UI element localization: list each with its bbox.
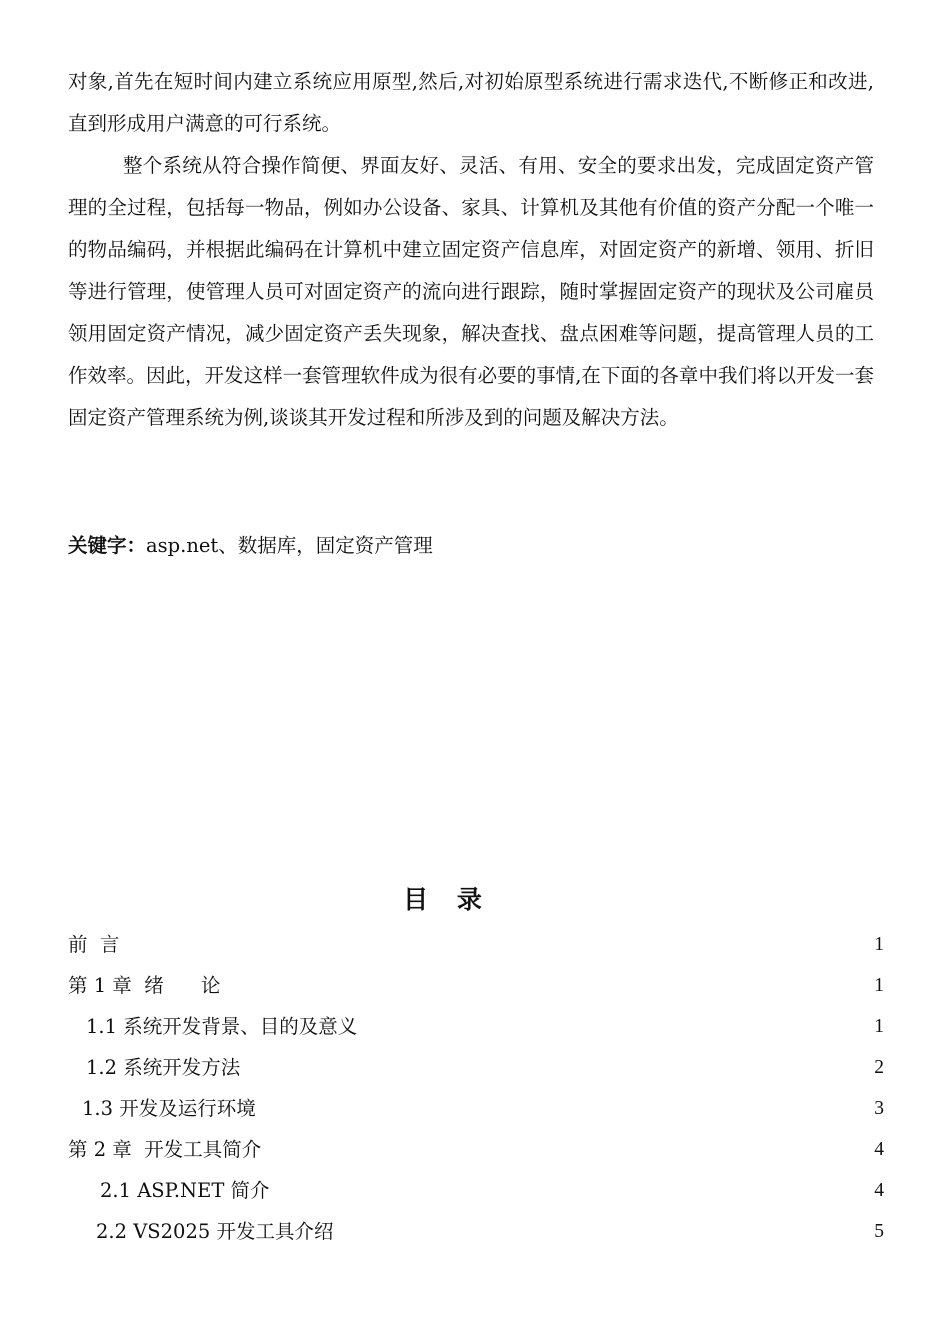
toc-entry-label: 1.1 系统开发背景、目的及意义	[86, 1015, 358, 1038]
toc-title: 目 录	[403, 885, 492, 914]
toc-entry-label: 第 2 章 开发工具简介	[68, 1138, 262, 1161]
toc-entry-label: 1.2 系统开发方法	[86, 1056, 241, 1079]
toc-entry-page: 1	[874, 1016, 884, 1037]
toc-entry-label: 前 言	[68, 933, 120, 956]
toc-entry[interactable]	[0, 1170, 950, 1211]
toc-entry-label: 2.2 VS2025 开发工具介绍	[96, 1220, 334, 1243]
toc-entry-page: 4	[874, 1139, 884, 1160]
toc-entry[interactable]	[0, 1088, 950, 1129]
toc-entry[interactable]	[0, 1006, 950, 1047]
toc-entry[interactable]	[0, 924, 950, 965]
toc-entry-page: 5	[874, 1221, 884, 1242]
toc-entry-label: 2.1 ASP.NET 简介	[100, 1179, 270, 1202]
toc-entry[interactable]	[0, 1047, 950, 1088]
toc-entry-page: 1	[874, 934, 884, 955]
toc-entry[interactable]	[0, 1211, 950, 1252]
toc-entry[interactable]	[0, 965, 950, 1006]
table-of-contents	[0, 924, 950, 1252]
keywords-line	[68, 525, 433, 567]
toc-entry-page: 2	[874, 1057, 884, 1078]
body-paragraph-2: 整个系统从符合操作简便、界面友好、灵活、有用、安全的要求出发，完成固定资产管理的全过程，包括每一物品，例如办公设备、家具、计算机及其他有价值的资产分配一个唯一的物品编码，并根据此编码在计算机中建立固定资产信息库，对固定资产的新增、领用、折旧等进行管理，使管理人员可对固定资产的流向进行跟踪，随时掌握固定资产的现状及公司雇员领用固定资产情况，减少固定资产丢失现象，解决查找、盘点困难等问题，提高管理人员的工作效率。因此，开发这样一套管理软件成为很有必要的事情,在下面的各章中我们将以开发一套固定资产管理系统为例,谈谈其开发过程和所涉及到的问题及解决方法。	[68, 154, 874, 429]
keywords-value: asp.net、数据库，固定资产管理	[146, 534, 433, 557]
toc-entry[interactable]	[0, 1129, 950, 1170]
toc-entry-page: 3	[874, 1098, 884, 1119]
keywords-label: 关键字：	[68, 534, 147, 557]
toc-entry-page: 4	[874, 1180, 884, 1201]
toc-entry-label: 1.3 开发及运行环境	[82, 1097, 256, 1120]
body-paragraph-1: 对象,首先在短时间内建立系统应用原型,然后,对初始原型系统进行需求迭代,不断修正和改进,直到形成用户满意的可行系统。	[68, 70, 874, 135]
toc-entry-page: 1	[874, 975, 884, 996]
toc-entry-label: 第 1 章 绪 论	[68, 974, 221, 997]
